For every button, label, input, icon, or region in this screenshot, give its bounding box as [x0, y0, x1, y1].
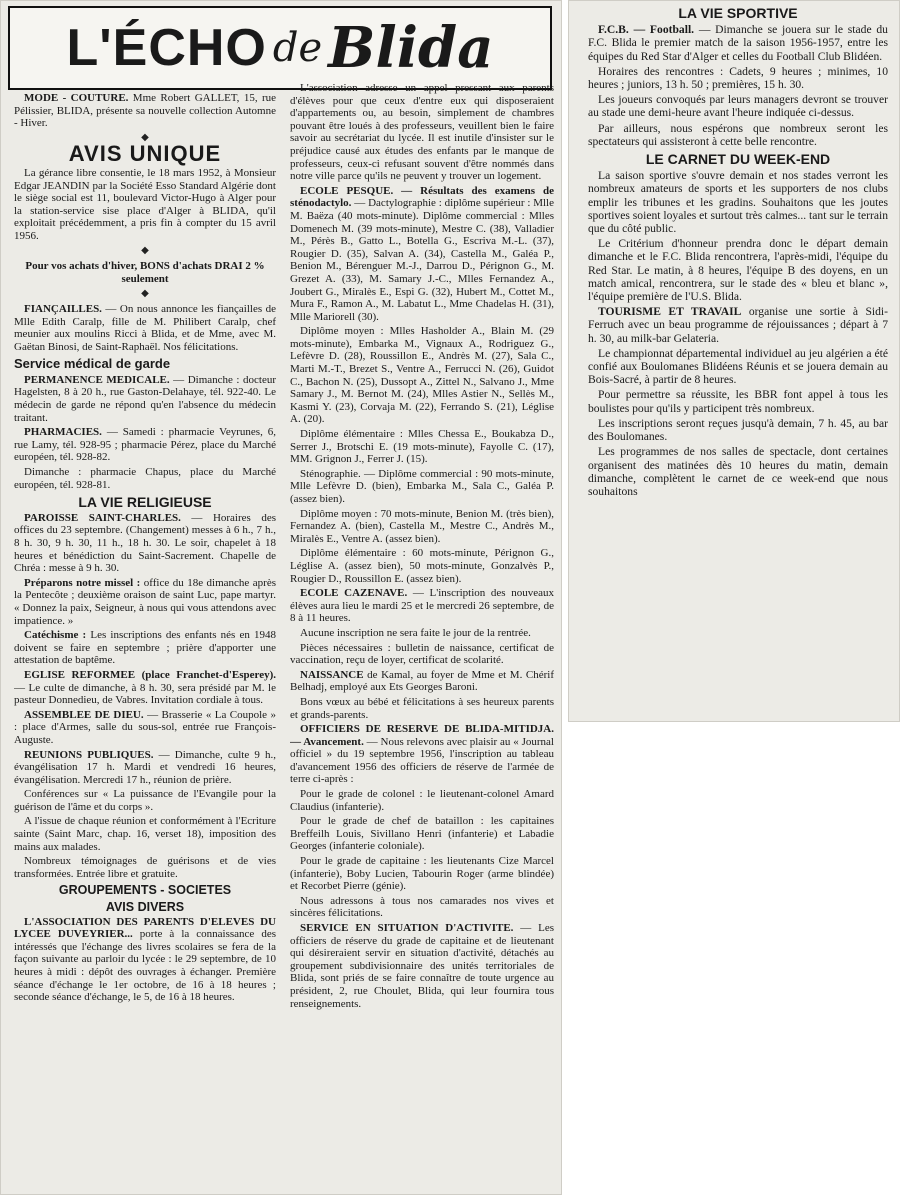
aucune-inscription: Aucune inscription ne sera faite le jour de la rentrée.	[300, 626, 531, 639]
article-fcb	[588, 23, 888, 63]
horaires-text: Horaires des rencontres : Cadets, 9 heures ; minimes, 10 heures ; juniors, 13 h. 50 ; premières, 15 h. 30.	[588, 64, 888, 92]
fcb-body: — Dimanche se jouera sur le stade du F.C. Blida le premier match de la saison 1956-1957, entre les équipes du Red Star d'Alger et celles du Football Club Blidéen.	[588, 23, 888, 63]
article-catechisme	[14, 629, 276, 667]
tourisme-body: organise une sortie à Sidi-Ferruch avec un beau programme de réjouissances ; départ à 7 h. 30, au milk-bar Gelateria.	[588, 305, 888, 345]
article-pharmacies	[14, 426, 276, 464]
association-body: porte à la connaissance des intéressés que l'échange des livres scolaires se fera de la façon suivante au parloir du lycée : le 29 septembre, de 10 heures à midi : dépôt des ouvrages à échanger. Première séance d'échange le 1er octobre, de 16 à 18 heures ; seconde séance d'échange, le 5, de 16 à 18 heures.	[14, 928, 276, 1004]
mode-lead: MODE - COUTURE.	[24, 92, 129, 104]
officiers-body: — Nous relevons avec plaisir au « Journal officiel » du 19 septembre 1956, l'inscription au tableau d'avancement 1956 des officiers de réserve de l'armée de terre ci-après :	[290, 735, 554, 786]
reussite-text: Pour permettre sa réussite, les BBR font appel à tous les boulistes pour qu'ils y participent très nombreux.	[588, 388, 888, 415]
association-continued: L'association adresse un appel pressant aux parents d'élèves pour que ceux d'entre eux qui disposeraient d'appartements ou, au besoin, simplement de chambres pouvant être loués à des professeurs, veuillent bien le faire savoir au secrétariat du lycée. Il est inutile d'insister sur le préjudice causé aux études des enfants par le manque de professeurs, ceux-ci refusant souvent d'être nommés dans notre ville parce qu'ils ne peuvent y trouver un logement.	[290, 82, 554, 183]
assemblee-lead: ASSEMBLEE DE DIEU.	[24, 708, 144, 721]
diamond-ornament: ◆	[141, 244, 149, 256]
article-missel	[14, 577, 276, 627]
conferences-text: Conférences sur « La puissance de l'Evangile pour la guérison de l'âme et du corps ».	[14, 788, 276, 813]
service-body: — Les officiers de réserve du grade de capitaine et de lieutenant qui désireraient servir en situation d'activité, détachés au groupement subdivisionnaire des unités territoriales de Blida, sont priés de se faire connaître de toute urgence au président, 2, rue Choulet, Blida, qui leur fournira tous renseignements.	[290, 922, 554, 1010]
grade-chef-bataillon: Pour le grade de chef de bataillon : les capitaines Breffeilh Louis, Sivillano Henri (infanterie) et Labadie Georges (infanterie coloniale).	[290, 815, 554, 853]
masthead-de: de	[272, 25, 323, 71]
article-permanence	[14, 374, 276, 424]
grade-colonel: Pour le grade de colonel : le lieutenant-colonel Amard Claudius (infanterie).	[290, 788, 554, 813]
pharmacies-dimanche: Dimanche : pharmacie Chapus, place du Marché européen, tél. 928-81.	[14, 466, 276, 491]
column-b	[290, 82, 554, 1194]
ailleurs-text: Par ailleurs, nous espérons que nombreux seront les spectateurs qui assisteront à cette belle rencontre.	[588, 121, 888, 148]
camarades-text: Nous adressons à tous nos camarades nos vives et sincères félicitations.	[290, 894, 554, 920]
drai-note: Pour vos achats d'hiver, BONS d'achats DRAI 2 % seulement	[25, 260, 265, 285]
service-medical-heading: Service médical de garde	[14, 356, 171, 372]
ecole-lead: ECOLE PESQUE. — Résultats des examens de sténodactylo.	[290, 184, 554, 210]
permanence-lead: PERMANENCE MEDICALE.	[24, 373, 170, 386]
vie-religieuse-heading: LA VIE RELIGIEUSE	[78, 494, 212, 511]
column-a	[14, 92, 276, 1192]
steno-elementaire: Diplôme élémentaire : 60 mots-minute, Pérignon G., Léglise A. (assez bien), 50 mots-minute, Gonzalvès P., Rougier D., Roussillon E. (assez bien).	[290, 547, 554, 585]
stenographie: Sténographie. — Diplôme commercial : 90 mots-minute, Mlle Lefèvre D. (bien), Embarka M., Sala C., Galéa P. (assez bien).	[290, 467, 554, 505]
diamond-ornament: ◆	[141, 288, 149, 300]
issue-text: A l'issue de chaque réunion et conformément à l'Ecriture sainte (Saint Marc, chap. 16, verset 18), imposition des mains aux malades.	[14, 815, 276, 853]
inscriptions-text: Les inscriptions seront reçues jusqu'à demain, 7 h. 45, au bar des Boulomanes.	[588, 416, 888, 444]
article-cazenave	[290, 587, 554, 625]
article-officiers	[290, 723, 554, 786]
grade-capitaine: Pour le grade de capitaine : les lieutenants Cize Marcel (infanterie), Boby Lucien, Tabourin Roger (arme blindée) et Recorbet Pierre (génie).	[290, 855, 554, 893]
masthead-echo: L'ÉCHO	[66, 19, 267, 77]
article-mode-couture	[14, 92, 276, 130]
fiancailles-body: — On nous annonce les fiançailles de Mlle Edith Caralp, fille de M. Philibert Caralp, chef meunier aux moulins Ricci à Blida, et de Mme, avec M. Gaëtan Binosi, de Saint-Raphaël. Nos félicitations.	[14, 302, 276, 353]
missel-body: office du 18e dimanche après la Pentecôte ; deuxième oraison de saint Luc, pape martyr. « Donnez la paix, Seigneur, à nous qui vous attendons avec impatience. »	[14, 576, 276, 627]
carnet-heading: LE CARNET DU WEEK-END	[645, 151, 831, 168]
diplome-elementaire: Diplôme élémentaire : Mlles Chessa E., Boukabza D., Serrer J., Brotschi E. (19 mots-minute), Fayolle C. (17), MM. Grignon J., Ferrer J. (15).	[290, 428, 554, 466]
groupements-heading: GROUPEMENTS - SOCIETES	[58, 883, 232, 898]
catechisme-body: Les inscriptions des enfants nés en 1948 doivent se faire en septembre ; prière d'apporter une attestation de baptême.	[14, 629, 276, 667]
pieces-necessaires: Pièces nécessaires : bulletin de naissance, certificat de vaccination, reçu de loyer, certificat de scolarité.	[290, 641, 554, 667]
assemblee-body: — Brasserie « La Coupole » : place d'Armes, salle du sous-sol, entrée rue François-Auguste.	[14, 708, 276, 746]
paroisse-body: — Horaires des offices du 23 septembre. (Changement) messes à 6 h., 7 h., 8 h. 30, 9 h. 30, 11 h., 18 h. 30. Le soir, chapelet à 18 heures et bénédiction du Saint-Sacrement. Chapelle de Chréa : messe à 9 h. 30.	[14, 511, 276, 575]
missel-lead: Préparons notre missel :	[24, 576, 141, 589]
article-tourisme	[588, 305, 888, 345]
masthead	[8, 6, 552, 90]
joueurs-text: Les joueurs convoqués par leurs managers devront se trouver au stade une demi-heure avant l'heure indiquée ci-dessus.	[588, 93, 888, 120]
association-lead: L'ASSOCIATION DES PARENTS D'ELEVES DU LYCEE DUVEYRIER...	[14, 915, 276, 941]
vie-sportive-heading: LA VIE SPORTIVE	[678, 5, 798, 21]
article-eglise	[14, 669, 276, 707]
diplome-moyen: Diplôme moyen : Mlles Hasholder A., Blain M. (29 mots-minute), Embarka M., Vignaux A., Rodriguez G., Lefèvre D. (28), Roussillon E., Andrès M. (27), Sala C., Marti M.-T., Brezet S., Ventre A., Ferrucci N. (26), Guidot C., Bachon N. (25), Dussopt A., Zittel N., Salvano J., Mme Samary J., M. Bernot M. (24), Mlles Astier N., Sellès M., Kasmi Y. (23), Corvaja M. (22), Ferrando S. (21), Léglise A. (20).	[290, 325, 554, 426]
article-ecole-pesque	[290, 185, 554, 324]
fiancailles-lead: FIANÇAILLES.	[24, 302, 102, 315]
voeux-text: Bons vœux au bébé et félicitations à ses heureux parents et grands-parents.	[290, 695, 554, 721]
masthead-blida: Blida	[328, 15, 494, 81]
fcb-lead: F.C.B. — Football.	[598, 23, 695, 37]
tourisme-lead: TOURISME ET TRAVAIL	[598, 305, 742, 319]
permanence-body: — Dimanche : docteur Hagelsten, 8 à 20 h., rue Gaston-Delahaye, tél. 922-40. Le médecin de garde ne répond qu'en l'absence du médecin traitant.	[14, 373, 276, 424]
reunions-lead: REUNIONS PUBLIQUES.	[24, 748, 154, 761]
naissance-body: de Kamal, au foyer de Mme et M. Chérif Belhadj, employé aux Ets Georges Baroni.	[290, 668, 554, 694]
saison-text: La saison sportive s'ouvre demain et nos stades verront les nombreux amateurs de sports et les supporters de nos clubs emplir les tribunes et les gradins. Souhaitons que les joutes sportives soient loyales et surtout très calmes... tant sur le terrain que du côté public.	[588, 169, 888, 236]
cazenave-body: — L'inscription des nouveaux élèves aura lieu le mardi 25 et le mercredi 26 septembre, de 8 à 11 heures.	[290, 587, 554, 625]
article-association	[14, 916, 276, 1004]
avis-unique-heading: AVIS UNIQUE	[68, 141, 222, 167]
mode-body: Mme Robert GALLET, 15, rue Pélissier, BLIDA, présente sa nouvelle collection Automne - Hiver.	[14, 92, 276, 130]
programmes-text: Les programmes de nos salles de spectacle, dont certaines organisent des matinées dès 10 heures du matin, demain dimanche, complètent le carnet de ce week-end que nous souhaitons	[588, 445, 888, 498]
article-naissance	[290, 669, 554, 694]
article-reunions	[14, 749, 276, 787]
ecole-body: — Dactylographie : diplôme supérieur : Mlle M. Baëza (40 mots-minute). Diplôme commercial : Mlles Domenech M. (39 mots-minute), Mestre C. (38), Valladier M., Pérès B., Gatto L., Botella G., Escriva M.-L. (37), Rougier D. (35), Salvan A. (34), Castella M., Galéa P., Benion M., Bérenguer M.-J., Darrou D., Pérignon G., M. Grezet A. (33), M. Samary J.-C., Mlles Fernandez A., Joubert G., Miralès E., Espi G. (32), Hubert M., Cottet M., Mura F., Ramon A., M. Labatut L., Mme Chadelas H. (31), Mlle Mariorell (30).	[290, 197, 554, 323]
reunions-body: — Dimanche, culte 9 h., évangélisation 17 h. Mardi et vendredi 16 heures, évangélisation. Mercredi 17 h., réunion de prière.	[14, 748, 276, 786]
paroisse-lead: PAROISSE SAINT-CHARLES.	[24, 511, 181, 524]
temoignages-text: Nombreux témoignages de guérisons et de vies transformées. Entrée libre et gratuite.	[14, 855, 276, 880]
article-fiancailles	[14, 303, 276, 353]
catechisme-lead: Catéchisme :	[24, 629, 87, 642]
article-assemblee	[14, 709, 276, 747]
diamond-ornament: ◆	[141, 131, 149, 143]
naissance-lead: NAISSANCE	[300, 668, 364, 681]
eglise-lead: EGLISE REFORMEE (place Franchet-d'Esperey).	[24, 668, 276, 681]
avis-divers-heading: AVIS DIVERS	[105, 900, 185, 915]
service-lead: SERVICE EN SITUATION D'ACTIVITE.	[300, 922, 514, 934]
pharmacies-lead: PHARMACIES.	[24, 426, 102, 439]
steno-moyen: Diplôme moyen : 70 mots-minute, Benion M. (très bien), Fernandez A. (bien), Castella M., Mestre C., Andrès M., Miralès E., Ventre A. (assez bien).	[290, 507, 554, 545]
avis-unique-body: La gérance libre consentie, le 18 mars 1952, à Monsieur Edgar JEANDIN par la Société Esso Standard Algérie dont le siège social est 11, boulevard Victor-Hugo à Alger pour la station-service sise place d'Alger à BLIDA, qu'il exploitait précédemment, a pris fin à compter du 15 avril 1956.	[14, 166, 276, 242]
pharmacies-body: — Samedi : pharmacie Veyrunes, 6, rue Lamy, tél. 928-95 ; pharmacie Pérez, place du Marché européen, tél. 928-82.	[14, 426, 276, 464]
eglise-body: — Le culte de dimanche, à 8 h. 30, sera présidé par M. le pasteur Donnedieu, de Vabres. Invitation cordiale à tous.	[14, 681, 276, 707]
championnat-text: Le championnat départemental individuel au jeu algérien a été confié aux Boulomanes Blidéens Réunis et se jouera demain au Bois-Sacré, à partir de 8 heures.	[588, 346, 888, 387]
cazenave-lead: ECOLE CAZENAVE.	[300, 587, 408, 600]
criterium-text: Le Critérium d'honneur prendra donc le départ demain dimanche et le F.C. Blida rencontrera, l'après-midi, l'équipe du Red Star. Le matin, à 8 heures, l'équipe B des doyens, en un match amical, rencontrera, sur le stade des « bleu et blanc », l'équipe première de l'U.S. Blida.	[588, 237, 888, 304]
officiers-lead: OFFICIERS DE RESERVE DE BLIDA-MITIDJA. — Avancement.	[290, 723, 554, 748]
article-paroisse	[14, 512, 276, 575]
article-service-activite	[290, 922, 554, 1010]
column-c	[588, 2, 888, 718]
